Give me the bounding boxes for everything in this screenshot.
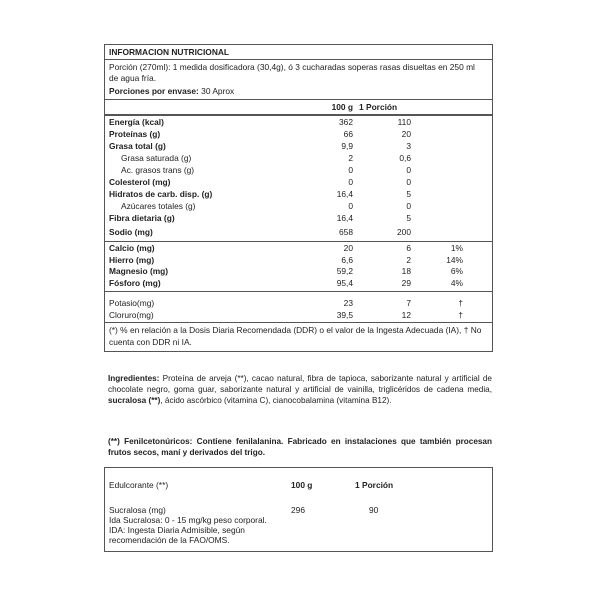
column-header-portion: 1 Porción (359, 102, 398, 112)
nutrient-value-100g: 2 (348, 153, 353, 163)
nutrient-value-100g: 0 (348, 201, 353, 211)
electrolyte-percent-ddr: † (458, 298, 463, 308)
mineral-label: Hierro (mg) (109, 254, 155, 265)
sucralose-row-label: Sucralosa (mg) (109, 505, 166, 515)
nutrient-value-portion: 3 (406, 141, 411, 151)
nutrition-facts-table (104, 44, 493, 352)
ingredients-text-end: , ácido ascórbico (vitamina C), cianocobalamina (vitamina B12). (160, 396, 392, 405)
mineral-value-portion: 6 (406, 243, 411, 253)
mineral-value-100g: 59,2 (336, 266, 353, 276)
nutrient-label: Grasa saturada (g) (121, 153, 192, 163)
nutrient-label: Sodio (mg) (109, 227, 153, 237)
nutrient-label: Ac. grasos trans (g) (121, 165, 195, 175)
nutrient-value-100g: 0 (348, 177, 353, 187)
footnote-line1: (*) % en relación a la Dosis Diaria Recomendada (DDR) o el valor de la Ingesta Adecuada (IA), † No (109, 325, 482, 335)
nutrient-label: Azúcares totales (g) (121, 201, 196, 211)
nutrient-value-portion: 200 (397, 227, 411, 237)
divider (105, 59, 492, 60)
sucralose-value-portion: 90 (369, 505, 379, 515)
mineral-percent-ddr: 1% (450, 243, 463, 253)
nutrient-value-100g: 0 (348, 165, 353, 175)
electrolyte-value-100g: 39,5 (336, 310, 353, 320)
electrolyte-value-100g: 23 (343, 298, 353, 308)
sucralose-value-100g: 296 (291, 505, 305, 515)
nutrient-value-100g: 362 (339, 117, 353, 127)
nutrient-value-100g: 658 (339, 227, 353, 237)
nutrient-label: Colesterol (mg) (109, 177, 171, 187)
sucralose-note-line2: IDA: Ingesta Diaria Admisible, según (109, 525, 245, 535)
divider (105, 291, 492, 292)
nutrient-value-100g: 66 (343, 129, 353, 139)
ingredients-label: Ingredientes: (108, 374, 160, 383)
nutrient-value-portion: 5 (406, 189, 411, 199)
mineral-value-portion: 29 (401, 277, 411, 288)
electrolyte-percent-ddr: † (458, 310, 463, 320)
mineral-label: Calcio (mg) (109, 243, 155, 253)
mineral-percent-ddr: 4% (450, 277, 463, 288)
nutrient-label: Energía (kcal) (109, 117, 164, 127)
ingredients-text: Proteína de arveja (**), cacao natural, fibra de tapioca, saborizante natural y artificial de chocolate negro, goma guar, saborizante natural y artificial de vainilla, triglicéridos de cadena media, (108, 374, 492, 394)
mineral-percent-ddr: 6% (450, 266, 463, 276)
mineral-value-portion: 2 (406, 254, 411, 265)
servings-value: 30 Aprox (201, 86, 235, 96)
divider (105, 241, 492, 242)
phenylketonuric-warning: (**) Fenilcetonúricos: Contiene fenilalanina. Fabricado en instalaciones que también procesan frutos secos, maní y derivados del trigo. (108, 437, 492, 457)
divider (105, 99, 492, 100)
sweetener-column-portion: 1 Porción (355, 480, 394, 490)
nutrient-value-portion: 0 (406, 165, 411, 175)
electrolyte-label: Cloruro(mg) (109, 310, 154, 320)
servings-label: Porciones por envase: (109, 86, 199, 96)
nutrient-label: Fibra dietaria (g) (109, 213, 175, 223)
servings-per-container (109, 86, 234, 96)
mineral-value-100g: 95,4 (336, 277, 353, 288)
nutrient-label: Hidratos de carb. disp. (g) (109, 189, 213, 199)
nutrient-value-portion: 110 (397, 117, 411, 127)
nutrition-title: INFORMACION NUTRICIONAL (109, 47, 230, 57)
nutrient-value-portion: 5 (406, 213, 411, 223)
mineral-label: Magnesio (mg) (109, 266, 169, 276)
column-header-100g: 100 g (331, 102, 353, 112)
electrolyte-value-portion: 12 (401, 310, 411, 320)
nutrient-label: Grasa total (g) (109, 141, 166, 151)
portion-text-line1: Porción (270ml): 1 medida dosificadora (30,4g), ó 3 cucharadas soperas rasas disueltas en 250 ml (109, 62, 475, 72)
nutrient-value-100g: 16,4 (336, 213, 353, 223)
portion-text-line2: de agua fría. (109, 73, 157, 83)
nutrient-value-100g: 9,9 (341, 141, 353, 151)
electrolyte-value-portion: 7 (406, 298, 411, 308)
divider (105, 322, 492, 323)
nutrient-value-portion: 0 (406, 177, 411, 187)
mineral-value-100g: 6,6 (341, 254, 353, 265)
sucralose-note-line1: Ida Sucralosa: 0 - 15 mg/kg peso corporal. (109, 515, 267, 525)
nutrient-value-portion: 20 (401, 129, 411, 139)
ingredients-sweetener: sucralosa (**) (108, 396, 161, 405)
divider (105, 114, 492, 116)
mineral-label: Fósforo (mg) (109, 277, 161, 288)
nutrient-value-portion: 0,6 (399, 153, 411, 163)
mineral-percent-ddr: 14% (446, 254, 463, 265)
mineral-value-100g: 20 (343, 243, 353, 253)
nutrient-label: Proteínas (g) (109, 129, 161, 139)
sucralose-note-line3: recomendación de la FAO/OMS. (109, 535, 230, 545)
electrolyte-label: Potasio(mg) (109, 298, 155, 308)
sweetener-header-label: Edulcorante (**) (109, 480, 169, 490)
ingredients-paragraph (108, 373, 492, 406)
nutrient-value-100g: 16,4 (336, 189, 353, 199)
sweetener-column-100g: 100 g (291, 480, 313, 490)
nutrient-value-portion: 0 (406, 201, 411, 211)
sweetener-table (104, 467, 493, 552)
footnote-line2: cuenta con DDR ni IA. (109, 337, 192, 347)
mineral-value-portion: 18 (401, 266, 411, 276)
